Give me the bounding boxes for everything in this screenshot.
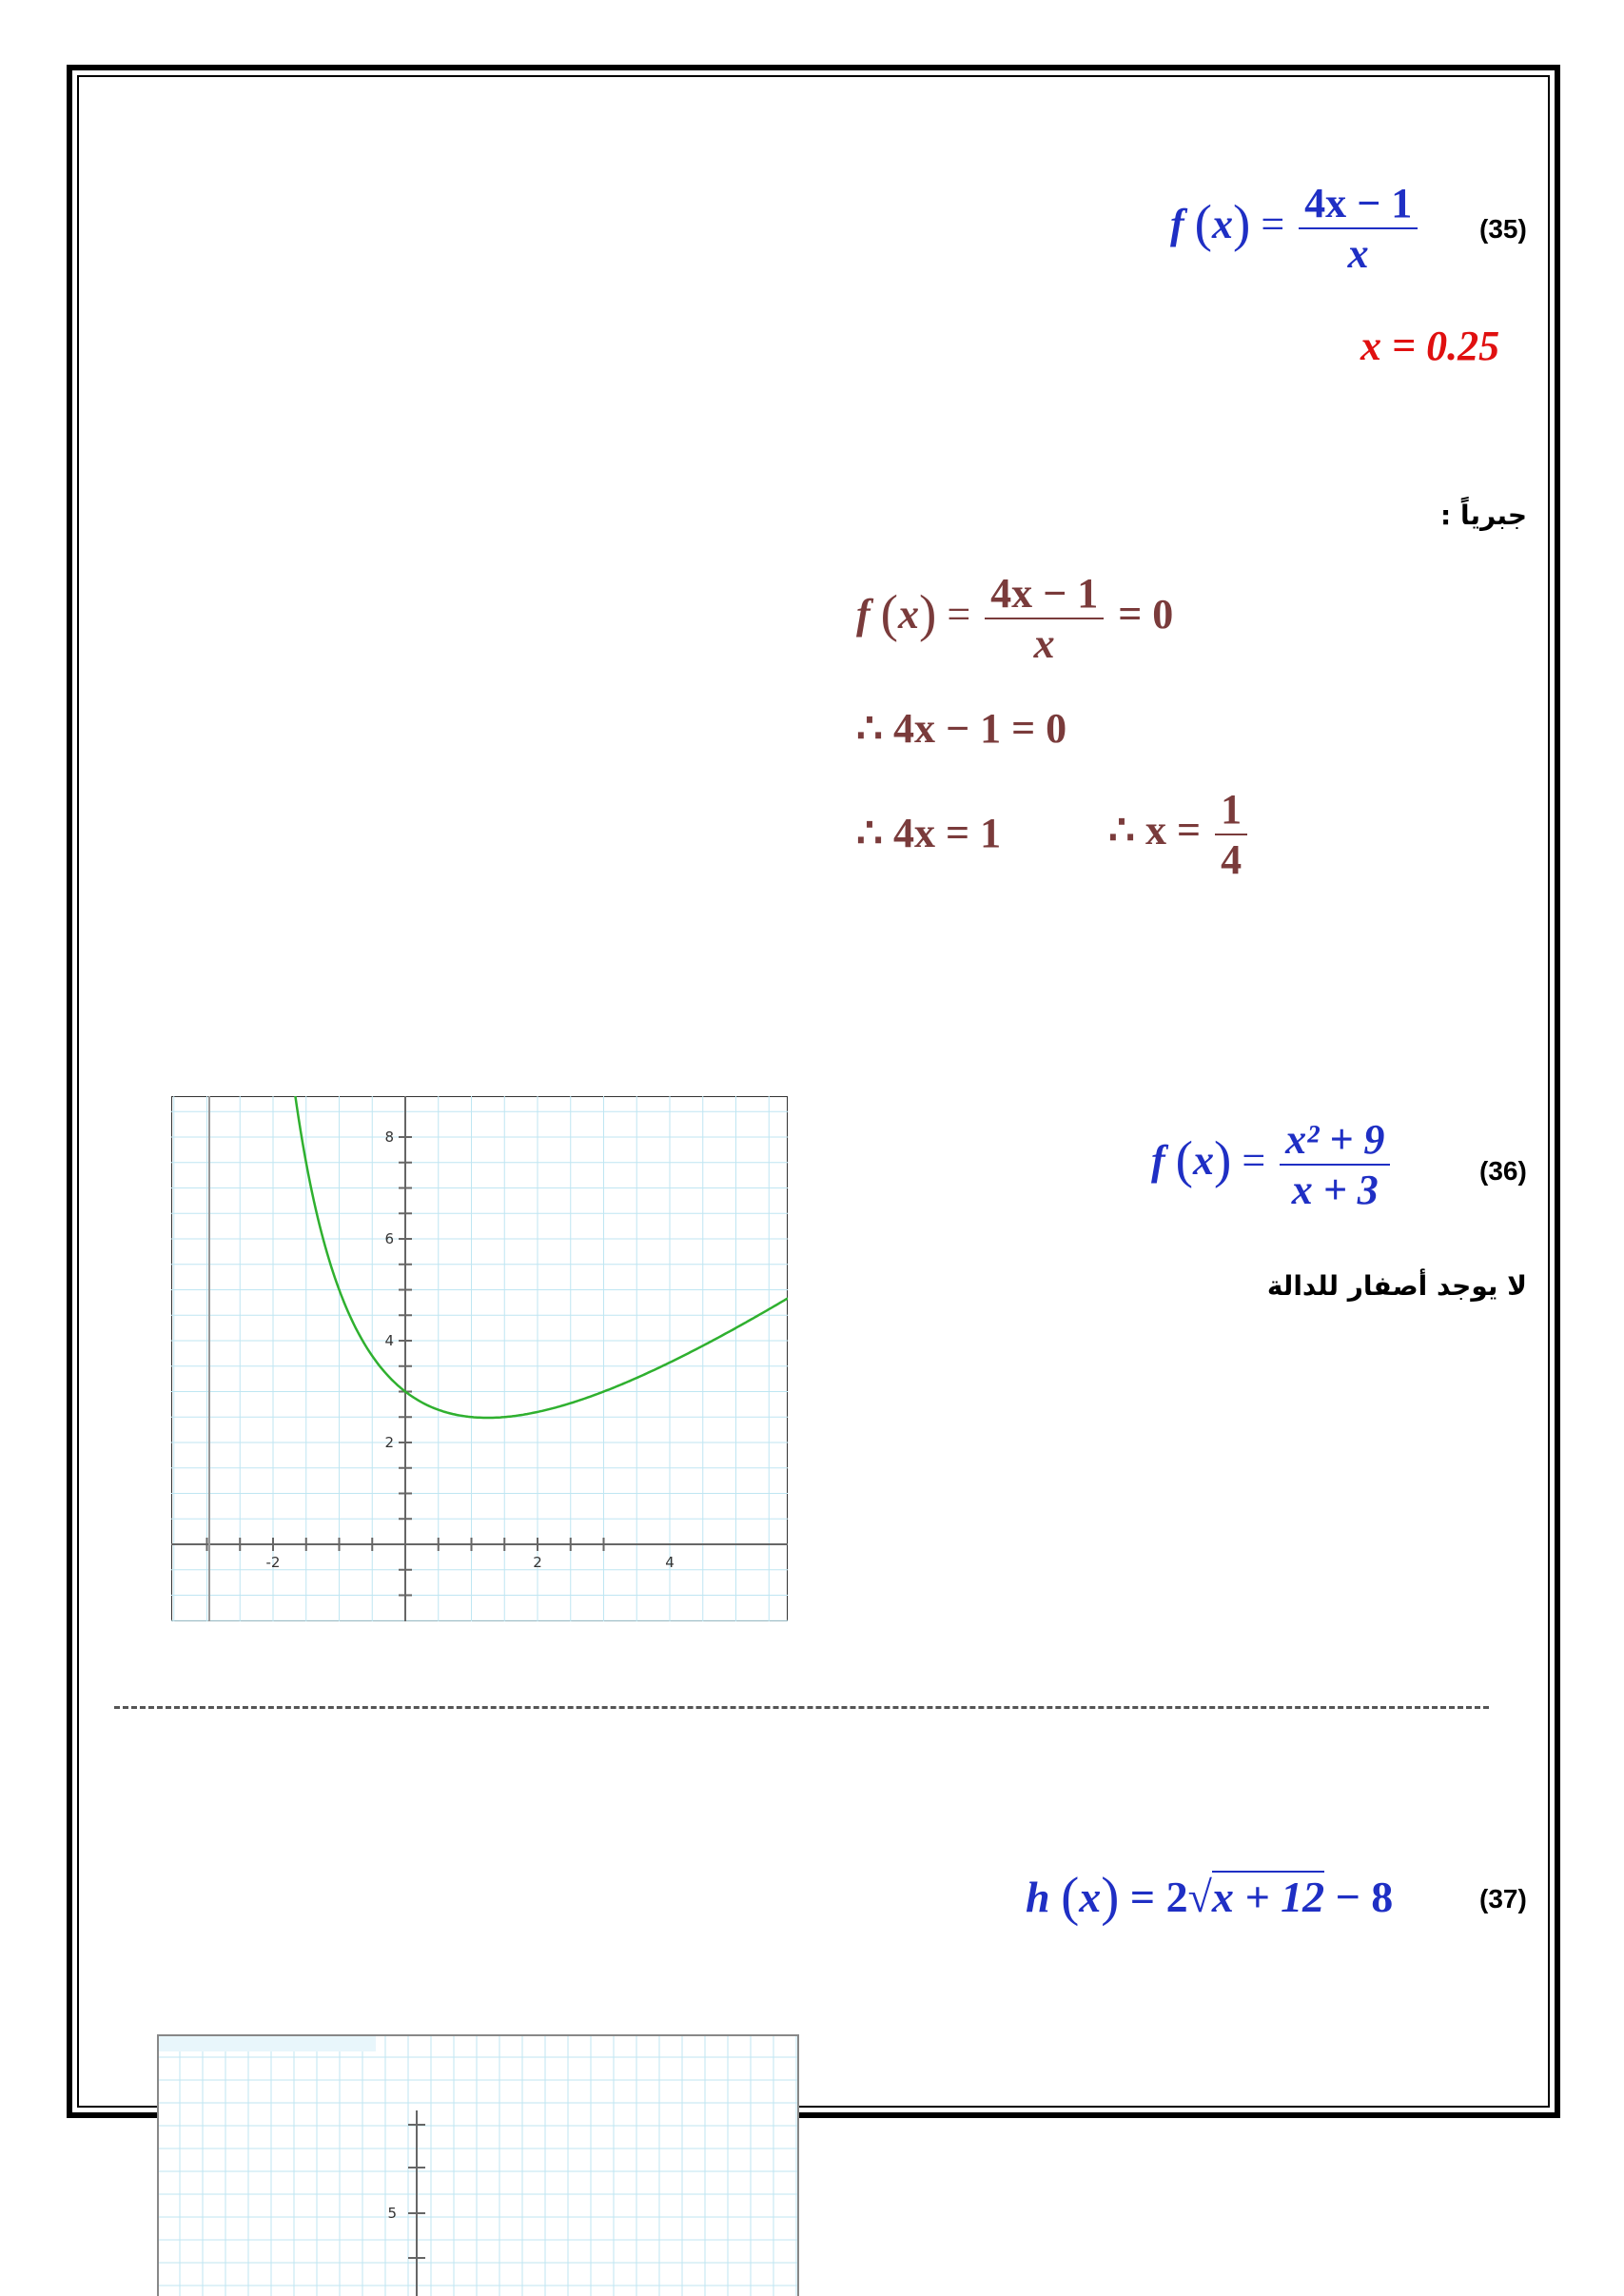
numerator: x² + 9 (1280, 1115, 1390, 1166)
numerator: 4x − 1 (985, 569, 1104, 619)
y-tick-label: 4 (384, 1332, 394, 1349)
problem-35-answer: x = 0.25 (1360, 323, 1500, 369)
problem-number-35: (35) (1479, 214, 1527, 244)
page-border (67, 65, 1560, 2118)
x-tick-label: 4 (665, 1554, 675, 1571)
algebra-step-1: f (x) = $\frac{4x - 1}{x}$ = 0 (856, 570, 1174, 667)
denominator: x (1347, 230, 1369, 277)
func-var: x (1079, 1873, 1102, 1921)
problem-number-37: (37) (1479, 1884, 1527, 1913)
y-tick-label: 8 (384, 1128, 394, 1146)
algebra-step-2: ∴ 4x − 1 = 0 (856, 705, 1067, 752)
numerator: 4x − 1 (1299, 179, 1418, 229)
section-divider (114, 1706, 1489, 1709)
radicand: x + 12 (1211, 1873, 1325, 1921)
y-tick-label: 2 (384, 1434, 394, 1451)
x-tick-label: 2 (533, 1554, 542, 1571)
func-var: x (1211, 201, 1233, 248)
tail: − 8 (1335, 1873, 1394, 1921)
func-name: f (856, 591, 871, 638)
problem-number-36: (36) (1479, 1156, 1527, 1186)
algebra-step-3a: ∴ 4x = 1 (856, 810, 1002, 856)
func-name: h (1026, 1873, 1050, 1921)
graph-37 (157, 2034, 799, 2296)
problem-35-function: f (x) = $\frac{4x - 1}{x}$ (1170, 179, 1421, 278)
denominator: 4 (1221, 836, 1242, 883)
problem-36-note: لا يوجد أصفار للدالة (1266, 1270, 1527, 1302)
rhs: = 0 (1118, 591, 1174, 638)
coefficient: = 2 (1129, 1873, 1188, 1921)
func-name: f (1151, 1137, 1165, 1185)
y-tick-label: 5 (387, 2205, 397, 2222)
func-name: f (1170, 201, 1184, 248)
algebraic-heading: جبرياً : (1440, 500, 1527, 531)
func-var: x (1192, 1137, 1214, 1185)
problem-37-function: h (x) = 2√x + 12 − 8 (1026, 1867, 1394, 1927)
problem-36-function: f (x) = $\frac{\text{x² + 9}}{x + 3}$ (1151, 1115, 1394, 1214)
y-tick-label: 6 (384, 1230, 394, 1247)
numerator: 1 (1215, 785, 1247, 835)
func-var: x (897, 591, 919, 638)
denominator: x + 3 (1291, 1167, 1379, 1213)
step3b-prefix: ∴ x = (1108, 807, 1202, 854)
graph-36 (171, 1096, 788, 1621)
x-tick-label: -2 (265, 1554, 281, 1571)
algebra-step-3b (1108, 785, 1251, 884)
denominator: x (1033, 620, 1055, 667)
